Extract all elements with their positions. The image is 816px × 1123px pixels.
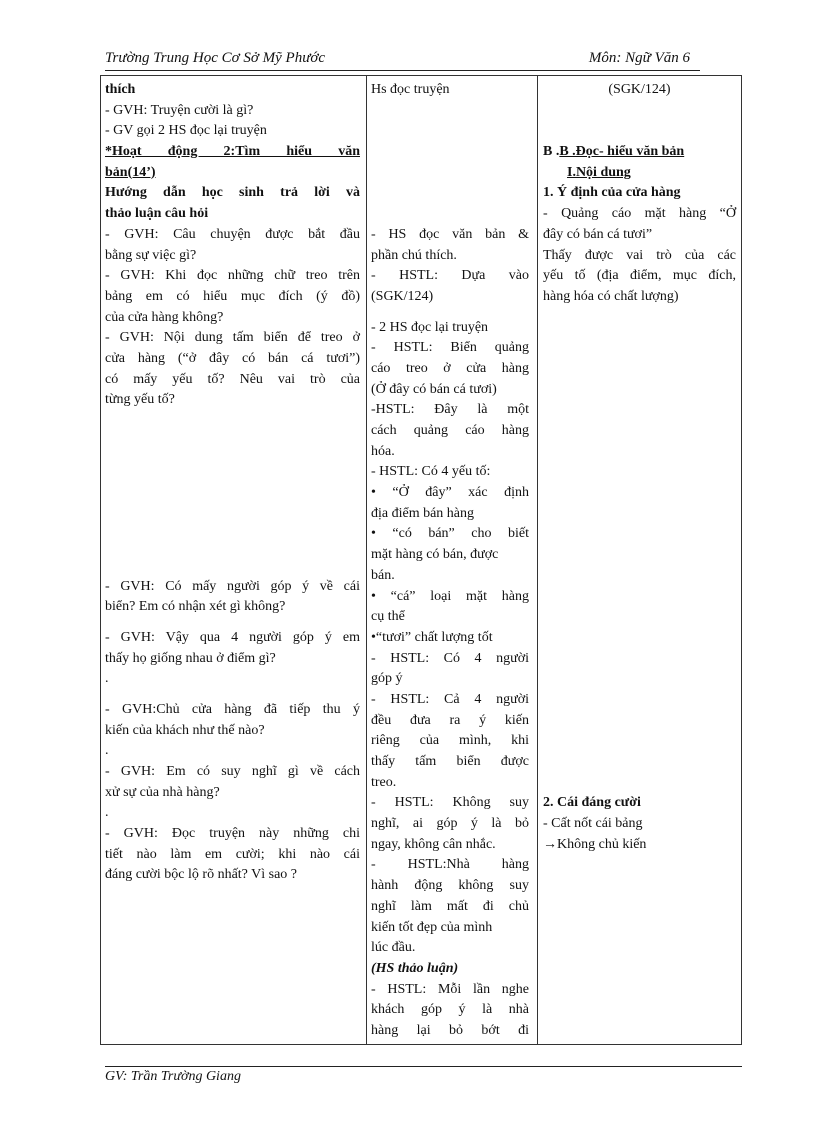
content-column — [543, 80, 736, 855]
text-line: biển? Em có nhận xét gì không? — [105, 599, 286, 615]
text-line: bằng sự việc gì? — [105, 247, 197, 263]
text-line: -HSTL: Đây là một — [371, 402, 529, 418]
text-line: - GV gọi 2 HS đọc lại truyện — [105, 123, 267, 139]
bullet-item: • “cá” loại mặt hàng — [371, 588, 529, 604]
text-line: nghĩ làm mất đi chủ — [371, 898, 529, 914]
text-line: . — [105, 805, 109, 821]
text-line: khách góp ý là nhà — [371, 1002, 529, 1018]
text-line: - HSTL: Có 4 người — [371, 650, 529, 666]
text-line: - GVH: Truyện cười là gì? — [105, 102, 254, 118]
text-line: cách quảng cáo hàng — [371, 423, 529, 438]
text-line: xử sự của nhà hàng? — [105, 784, 220, 800]
text-line: - GVH: Nội dung tấm biển để treo ở — [105, 330, 360, 346]
lesson-table — [100, 75, 742, 1045]
text-line: - 2 HS đọc lại truyện — [371, 319, 489, 335]
text-line: - HSTL: Biển quảng — [371, 340, 529, 356]
text-line: địa điểm bán hàng — [371, 505, 475, 521]
text-line: hành động không suy — [371, 878, 529, 894]
text-line: hàng hóa có chất lượng) — [543, 288, 679, 304]
bullet-item: • “Ở đây” xác định — [371, 485, 529, 501]
activity-heading: *Hoạt động 2:Tìm hiểu văn — [105, 144, 360, 160]
text-line: - GVH: Vậy qua 4 người góp ý em — [105, 629, 360, 645]
text-line: . — [105, 671, 109, 687]
text-line: - HSTL: Cả 4 người — [371, 691, 529, 707]
column-divider — [537, 76, 538, 1044]
school-name: Trường Trung Học Cơ Sở Mỹ Phước — [105, 50, 326, 66]
text-line: đáng cười bộc lộ rõ nhất? Vì sao ? — [105, 867, 298, 883]
subsection-heading: 1. Ý định của cửa hàng — [543, 185, 681, 201]
bullet-item: • “có bán” cho biết — [371, 526, 529, 542]
page-footer — [105, 1066, 742, 1085]
section-heading: B .B .Đọc- hiểu văn bản — [543, 144, 685, 160]
text-line: - GVH: Em có suy nghĩ gì về cách — [105, 764, 360, 779]
student-activity-column — [371, 80, 529, 1042]
text-line: cáo treo ở cửa hàng — [371, 360, 529, 376]
text-line: - GVH: Đọc truyện này những chi — [105, 826, 360, 842]
text-line: bán. — [371, 567, 395, 583]
text-line: kiến của khách như thế nào? — [105, 722, 265, 738]
text-line: (HS thảo luận) — [371, 960, 459, 976]
text-line: - GVH: Khi đọc những chữ treo trên — [105, 268, 360, 284]
text-line: (SGK/124) — [371, 288, 434, 304]
teacher-activity-column — [105, 80, 360, 886]
text-line: bảng em có hiểu mục đích (ý đồ) — [105, 288, 360, 304]
text-line: - HSTL: Mỗi lần nghe — [371, 981, 529, 997]
text-line: cụ thể — [371, 609, 405, 625]
teacher-name: GV: Trần Trường Giang — [105, 1069, 241, 1084]
section-heading: I.Nội dung — [567, 164, 631, 180]
subject-name: Môn: Ngữ Văn 6 — [588, 50, 690, 66]
text-line: riêng của mình, khi — [371, 733, 529, 749]
activity-heading: bản(14’) — [105, 164, 156, 180]
text-line: - HS đọc văn bản & — [371, 226, 529, 242]
text-line: ngay, không cân nhắc. — [371, 836, 496, 852]
text-line: có mấy yếu tố? Nêu vai trò của — [105, 371, 360, 387]
text-line: - GVH: Có mấy người góp ý về cái — [105, 578, 360, 594]
section-heading-text: B .Đọc- hiểu văn bản — [559, 144, 685, 160]
page-header — [105, 50, 700, 71]
section-heading: Hướng dẫn học sinh trả lời và — [105, 185, 360, 201]
text-line: - Cất nốt cái bảng — [543, 816, 643, 832]
text-line: - GVH: Câu chuyện được bắt đầu — [105, 226, 360, 242]
text-line: - Quảng cáo mặt hàng “Ở — [543, 206, 736, 222]
text-line: - HSTL: Không suy — [371, 795, 529, 811]
text-line: kiến tốt đẹp của mình — [371, 919, 493, 935]
text-line: của cửa hàng không? — [105, 309, 224, 325]
text-line: - HSTL:Nhà hàng — [371, 857, 529, 873]
text-line: Hs đọc truyện — [371, 82, 450, 97]
text-line: thấy tấm biển được — [371, 754, 529, 769]
text-line: . — [105, 743, 109, 759]
text-line: mặt hàng có bán, được — [371, 547, 499, 563]
text-line: từng yếu tố? — [105, 392, 175, 408]
text-line: cửa hàng (“ở đây có bán cá tươi”) — [105, 350, 360, 366]
text-line: (Ở đây có bán cá tươi) — [371, 381, 497, 397]
text-line: hàng lại bỏ bớt đi — [371, 1022, 529, 1038]
text-line: - GVH:Chủ cửa hàng đã tiếp thu ý — [105, 701, 360, 717]
text-line: thích — [105, 82, 136, 97]
text-line: (SGK/124) — [608, 82, 671, 97]
text-line: lúc đầu. — [371, 940, 416, 956]
bullet-item: •“tươi” chất lượng tốt — [371, 629, 493, 645]
text-line: đều đưa ra ý kiến — [371, 712, 529, 728]
text-line: yếu tố (địa điểm, mục đích, — [543, 268, 736, 284]
column-divider — [366, 76, 367, 1044]
text-line: hóa. — [371, 443, 395, 459]
text-line: phần chú thích. — [371, 247, 457, 263]
text-line: - HSTL: Dựa vào — [371, 268, 529, 284]
text-line: góp ý — [371, 671, 403, 687]
text-line: nghĩ, ai góp ý là bỏ — [371, 816, 529, 832]
text-line: tiết nào làm em cười; khi nào cái — [105, 846, 360, 862]
text-line: →Không chủ kiến — [543, 836, 647, 852]
section-heading: thảo luận câu hỏi — [105, 206, 209, 222]
text-line: đây có bán cá tươi” — [543, 226, 653, 242]
text-line: Thấy được vai trò của các — [543, 247, 736, 263]
text-line: treo. — [371, 774, 397, 790]
subsection-heading: 2. Cái đáng cười — [543, 795, 641, 811]
text-line: - HSTL: Có 4 yếu tố: — [371, 464, 491, 480]
text-line: thấy họ giống nhau ở điểm gì? — [105, 650, 276, 666]
